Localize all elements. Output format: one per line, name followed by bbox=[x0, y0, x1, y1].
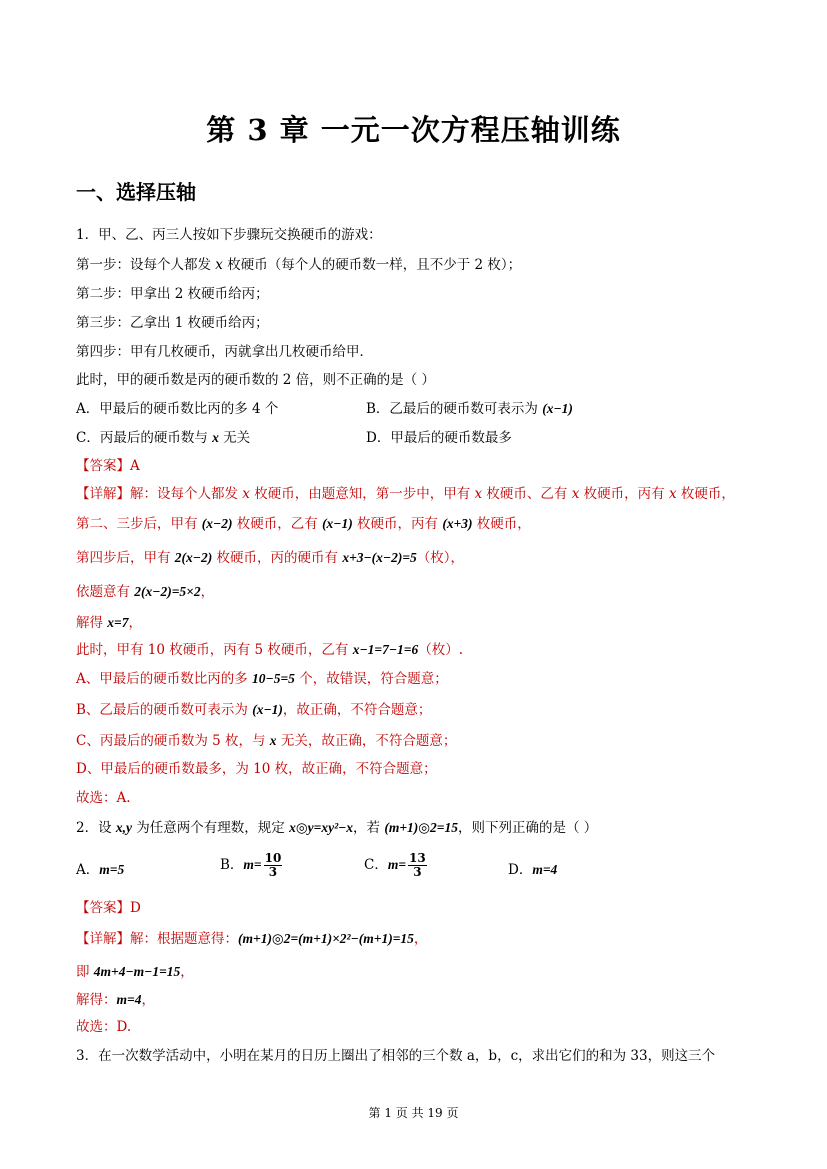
text: 第四步后，甲有 bbox=[76, 550, 175, 566]
math: 4m+4−m−1=15 bbox=[93, 964, 181, 979]
q1-step2: 第二步：甲拿出 2 枚硬币给丙； bbox=[76, 286, 269, 302]
q1-answer: 【答案】A bbox=[76, 458, 140, 474]
math: (m+1)◎2=15 bbox=[384, 820, 459, 835]
q2-detail-line bbox=[76, 929, 427, 949]
text: （枚）. bbox=[418, 642, 464, 658]
q1-detail-line bbox=[76, 731, 456, 751]
text: 第二、三步后，甲有 bbox=[76, 516, 202, 532]
math: (x−1) bbox=[542, 401, 573, 416]
q1-stem: 1．甲、乙、丙三人按如下步骤玩交换硬币的游戏： bbox=[76, 227, 382, 243]
q1-detail-line bbox=[76, 613, 142, 633]
q1-detail-line bbox=[76, 669, 448, 689]
text: 【详解】解：设每个人都发 bbox=[76, 486, 243, 502]
text: ， bbox=[200, 584, 215, 600]
math: m=4 bbox=[532, 862, 558, 877]
denominator: 3 bbox=[268, 865, 278, 879]
math: x bbox=[242, 486, 250, 502]
math: x bbox=[571, 486, 580, 502]
math: (m+1)◎2=(m+1)×2²−(m+1)=15 bbox=[238, 931, 414, 946]
q3-stem: 3．在一次数学活动中，小明在某月的日历上圈出了相邻的三个数 a，b，c，求出它们的和为 33，则这三个 bbox=[76, 1048, 716, 1064]
text: B、乙最后的硬币数可表示为 bbox=[76, 702, 253, 718]
math: x bbox=[212, 430, 219, 445]
section-heading: 一、选择压轴 bbox=[76, 180, 196, 204]
q2-choose: 故选：D. bbox=[76, 1019, 132, 1035]
math: (x−2) bbox=[201, 516, 233, 531]
q2-detail-line bbox=[76, 962, 194, 982]
math: x=7 bbox=[107, 615, 129, 630]
text: （枚）， bbox=[416, 550, 465, 566]
q2-detail-line bbox=[76, 990, 155, 1010]
text: 枚硬币，丙的硬币有 bbox=[212, 550, 343, 566]
q1-step3: 第三步：乙拿出 1 枚硬币给丙； bbox=[76, 315, 269, 331]
math: m=4 bbox=[116, 992, 142, 1007]
text: ，故正确，不符合题意； bbox=[282, 702, 432, 718]
q1-option-d: D．甲最后的硬币数最多 bbox=[366, 430, 512, 446]
text: A、甲最后的硬币数比丙的多 bbox=[76, 671, 253, 687]
q1-detail-line bbox=[76, 548, 464, 568]
math: m=5 bbox=[99, 862, 125, 877]
math: (x−1) bbox=[322, 516, 353, 531]
q2-stem bbox=[76, 818, 597, 838]
page-footer: 第 1 页 共 19 页 bbox=[368, 1106, 459, 1120]
math: m= bbox=[243, 857, 262, 872]
math: (x+3) bbox=[442, 516, 473, 531]
math: x bbox=[668, 486, 677, 502]
text: 枚硬币，由题意知，第一步中，甲有 bbox=[249, 486, 475, 502]
text: A． bbox=[76, 862, 100, 878]
q2-option-c bbox=[364, 852, 427, 879]
text: 枚硬币（每个人的硬币数一样，且不少于 2 枚）； bbox=[222, 257, 522, 273]
q1-detail-line bbox=[76, 700, 431, 720]
text: D． bbox=[508, 862, 533, 878]
page-title: 第 3 章 一元一次方程压轴训练 bbox=[206, 113, 621, 147]
fraction bbox=[408, 852, 427, 879]
text: B．乙最后的硬币数可表示为 bbox=[366, 401, 543, 417]
text: 依题意有 bbox=[76, 584, 135, 600]
math: x◎y=xy²−x bbox=[289, 820, 354, 835]
q1-detail-line bbox=[76, 582, 214, 602]
q1-detail-line bbox=[76, 640, 463, 660]
text: 枚硬币， bbox=[472, 516, 531, 532]
text: ， bbox=[128, 615, 142, 631]
math: (x−1) bbox=[252, 702, 283, 717]
q2-option-b bbox=[220, 852, 282, 879]
q2-option-d bbox=[508, 860, 557, 880]
math: 2(x−2)=5×2 bbox=[134, 584, 201, 599]
numerator: 10 bbox=[264, 851, 282, 865]
text: 无关，故正确，不符合题意； bbox=[276, 733, 457, 749]
q2-answer: 【答案】D bbox=[76, 900, 141, 916]
text: 个，故错误，符合题意； bbox=[294, 671, 448, 687]
text: 【详解】解：根据题意得： bbox=[76, 931, 238, 947]
q1-step1 bbox=[76, 255, 521, 275]
math: x,y bbox=[115, 820, 133, 835]
text: 枚硬币，丙有 bbox=[579, 486, 669, 502]
text: 解得 bbox=[76, 615, 108, 631]
text: ，则下列正确的是（ ） bbox=[458, 820, 598, 836]
q1-option-a: A．甲最后的硬币数比丙的多 4 个 bbox=[76, 401, 279, 417]
text: 枚硬币、乙有 bbox=[482, 486, 572, 502]
text: ，若 bbox=[353, 820, 385, 836]
text: ， bbox=[413, 931, 428, 947]
text: 2．设 bbox=[76, 820, 116, 836]
text: C、丙最后的硬币数为 5 枚，与 bbox=[76, 733, 270, 749]
text: B． bbox=[220, 857, 244, 873]
q2-option-a bbox=[76, 860, 124, 880]
math: x bbox=[474, 486, 483, 502]
q1-step4: 第四步：甲有几枚硬币，丙就拿出几枚硬币给甲． bbox=[76, 344, 373, 360]
denominator: 3 bbox=[413, 865, 422, 879]
text: C．丙最后的硬币数与 bbox=[76, 430, 213, 446]
text: ， bbox=[141, 992, 155, 1008]
text: 第一步：设每个人都发 bbox=[76, 257, 216, 273]
text: 为任意两个有理数，规定 bbox=[132, 820, 290, 836]
q1-detail-line: D、甲最后的硬币数最多，为 10 枚，故正确，不符合题意； bbox=[76, 761, 437, 777]
math: m= bbox=[387, 857, 407, 872]
q1-choose: 故选：A. bbox=[76, 790, 131, 806]
text: C． bbox=[364, 857, 388, 873]
math: 2(x−2) bbox=[174, 550, 213, 565]
text: ， bbox=[180, 964, 194, 980]
text: 解得： bbox=[76, 992, 117, 1008]
text: 枚硬币， bbox=[676, 486, 735, 502]
math: 10−5=5 bbox=[252, 671, 295, 686]
q1-option-c bbox=[76, 428, 250, 448]
text: 无关 bbox=[218, 430, 251, 446]
fraction bbox=[264, 852, 283, 879]
q1-detail-line bbox=[76, 514, 531, 534]
q1-option-b bbox=[366, 399, 573, 419]
q1-detail-line bbox=[76, 484, 735, 504]
q1-ask: 此时，甲的硬币数是丙的硬币数的 2 倍，则不正确的是（ ） bbox=[76, 372, 435, 388]
text: 枚硬币，丙有 bbox=[352, 516, 443, 532]
text: 即 bbox=[76, 964, 94, 980]
numerator: 13 bbox=[409, 851, 426, 865]
math: x bbox=[269, 733, 277, 748]
text: 此时，甲有 10 枚硬币，丙有 5 枚硬币，乙有 bbox=[76, 642, 353, 658]
math: x+3−(x−2)=5 bbox=[342, 550, 417, 565]
math: x−1=7−1=6 bbox=[352, 642, 419, 657]
text: 枚硬币，乙有 bbox=[232, 516, 323, 532]
math: x bbox=[215, 257, 223, 273]
